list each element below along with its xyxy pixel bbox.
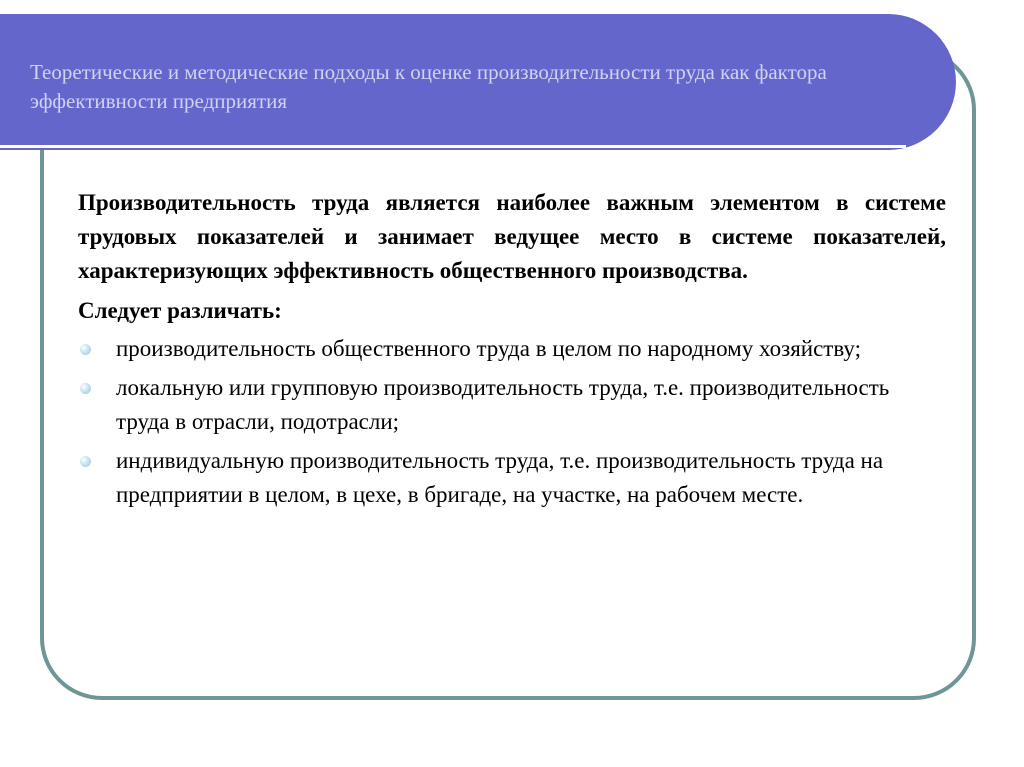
bullet-list [78, 332, 946, 512]
bullet-dot-icon [80, 456, 91, 467]
intro-paragraph: Производительность труда является наиболее важным элементом в системе трудовых показателей и занимает ведущее место в системе показателей, характеризующих эффективность общественного производства. [78, 190, 946, 283]
bullet-text: локальную или групповую производительность труда, т.е. производительность труда в отрасли, подотрасли; [116, 375, 890, 434]
bullet-dot-icon [80, 344, 91, 355]
bullet-item [78, 444, 946, 512]
bullet-dot-icon [80, 383, 91, 394]
bullet-text: индивидуальную производительность труда, т.е. производительность труда на предприятии в целом, в цехе, в бригаде, на участке, на рабочем месте. [116, 448, 884, 507]
title-bar [0, 14, 956, 150]
slide-body [78, 186, 946, 517]
title-underline [0, 145, 906, 148]
lead-text: Следует различать: [78, 298, 282, 323]
bullet-item [78, 371, 946, 439]
bullet-text: производительность общественного труда в целом по народному хозяйству; [116, 336, 861, 361]
bullet-item [78, 332, 946, 366]
slide-title: Теоретические и методические подходы к оценке производительности труда как фактора эффективности предприятия [30, 60, 827, 113]
